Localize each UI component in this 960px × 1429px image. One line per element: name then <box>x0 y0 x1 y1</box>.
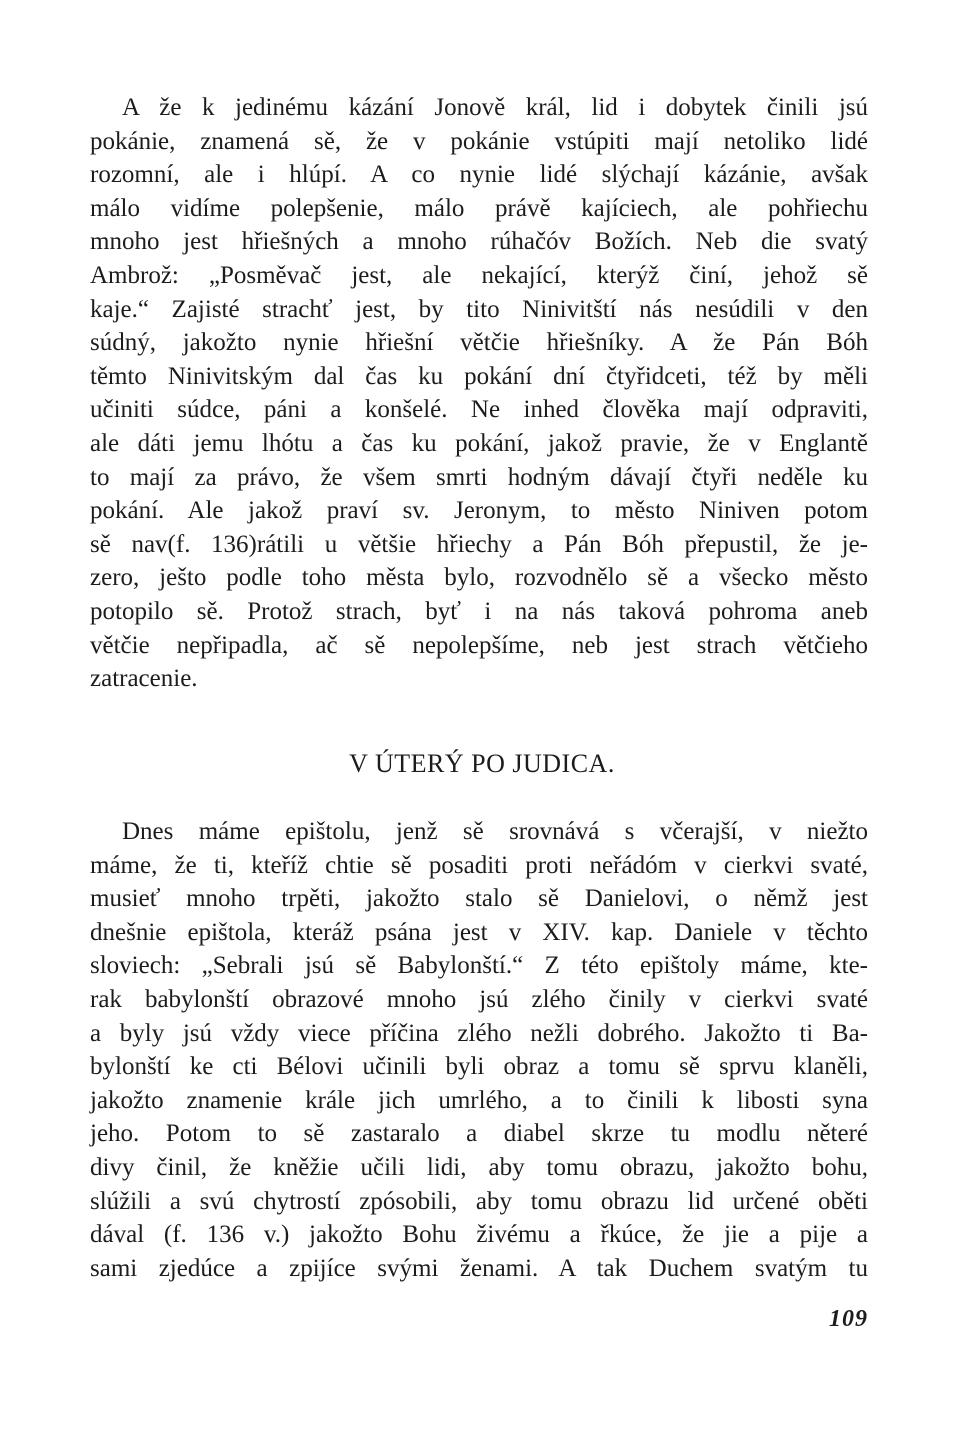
text-line: mnoho jest hřiešných a mnoho rúhačóv Božích. Neb die svatý <box>90 228 868 256</box>
text-line: a byly jsú vždy viece příčina zlého nežli dobrého. Jakožto ti Ba- <box>90 1019 868 1047</box>
text-line: sami zjedúce a zpijíce svými ženami. A tak Duchem svatým tu <box>90 1254 868 1282</box>
text-line: jeho. Potom to sě zastaralo a diabel skrze tu modlu něteré <box>90 1120 868 1148</box>
text-line: rak babylonští obrazové mnoho jsú zlého činily v cierkvi svaté <box>90 985 868 1013</box>
text-line: divy činil, že kněžie učili lidi, aby tomu obrazu, jakožto bohu, <box>90 1153 868 1181</box>
text-line: dnešnie epištola, kteráž psána jest v XIV. kap. Daniele v těchto <box>90 918 868 946</box>
text-line: súdný, jakožto nynie hřiešní větčie hřiešníky. A že Pán Bóh <box>90 329 868 357</box>
text-line: sě nav(f. 136)rátili u většie hřiechy a Pán Bóh přepustil, že je- <box>90 530 868 558</box>
text-line: málo vidíme polepšenie, málo právě kajíciech, ale pohřiechu <box>90 194 868 222</box>
text-line: bylonští ke cti Bélovi učinili byli obraz a tomu sě sprvu klaněli, <box>90 1053 868 1081</box>
text-line: Ambrož: „Posměvač jest, ale nekající, kterýž činí, jehož sě <box>90 261 868 289</box>
text-line: A že k jedinému kázání Jonově král, lid i dobytek činili jsú <box>122 94 868 121</box>
text-line: jakožto znamenie krále jich umrlého, a to činili k libosti syna <box>90 1086 868 1114</box>
text-line: máme, že ti, kteříž chtie sě posaditi proti neřádóm v cierkvi svaté, <box>90 851 868 879</box>
text-line: potopilo sě. Protož strach, byť i na nás taková pohroma aneb <box>90 597 868 625</box>
text-line: zero, ješto podle toho města bylo, rozvodnělo sě a všecko město <box>90 564 868 592</box>
text-line: dával (f. 136 v.) jakožto Bohu živému a řkúce, že jie a pije a <box>90 1221 868 1249</box>
text-line: to mají za právo, že všem smrti hodným dávají čtyři neděle ku <box>90 463 868 491</box>
paragraph-epistle <box>90 815 868 1285</box>
text-line: učiniti súdce, páni a konšelé. Ne inhed člověka mají odpraviti, <box>90 396 868 424</box>
text-line: musieť mnoho trpěti, jakožto stalo sě Danielovi, o němž jest <box>90 885 868 913</box>
text-line: pokánie, znamená sě, že v pokánie vstúpiti mají netoliko lidé <box>90 127 868 155</box>
text-line: ale dáti jemu lhótu a čas ku pokání, jakož pravie, že v Englantě <box>90 429 868 457</box>
paragraph-sermon-end <box>90 91 868 696</box>
text-line: pokání. Ale jakož praví sv. Jeronym, to město Niniven potom <box>90 497 868 525</box>
text-line: kaje.“ Zajisté strachť jest, by tito Ninivitští nás nesúdili v den <box>90 295 868 323</box>
text-line: rozomní, ale i hlúpí. A co nynie lidé slýchají kázánie, avšak <box>90 161 868 189</box>
text-line: Dnes máme epištolu, jenž sě srovnává s včerajší, v niežto <box>122 818 868 845</box>
section-heading: V ÚTERÝ PO JUDICA. <box>349 749 615 778</box>
text-line: sloviech: „Sebrali jsú sě Babylonští.“ Z této epištoly máme, kte- <box>90 952 868 980</box>
page-number: 109 <box>829 1306 868 1332</box>
text-line: větčie nepřipadla, ač sě nepolepšíme, neb jest strach větčieho <box>90 631 868 659</box>
text-line: zatracenie. <box>90 665 198 693</box>
text-line: slúžili a svú chytrostí zpósobili, aby tomu obrazu lid určené oběti <box>90 1187 868 1215</box>
text-line: těmto Ninivitským dal čas ku pokání dní čtyřidceti, též by měli <box>90 362 868 390</box>
